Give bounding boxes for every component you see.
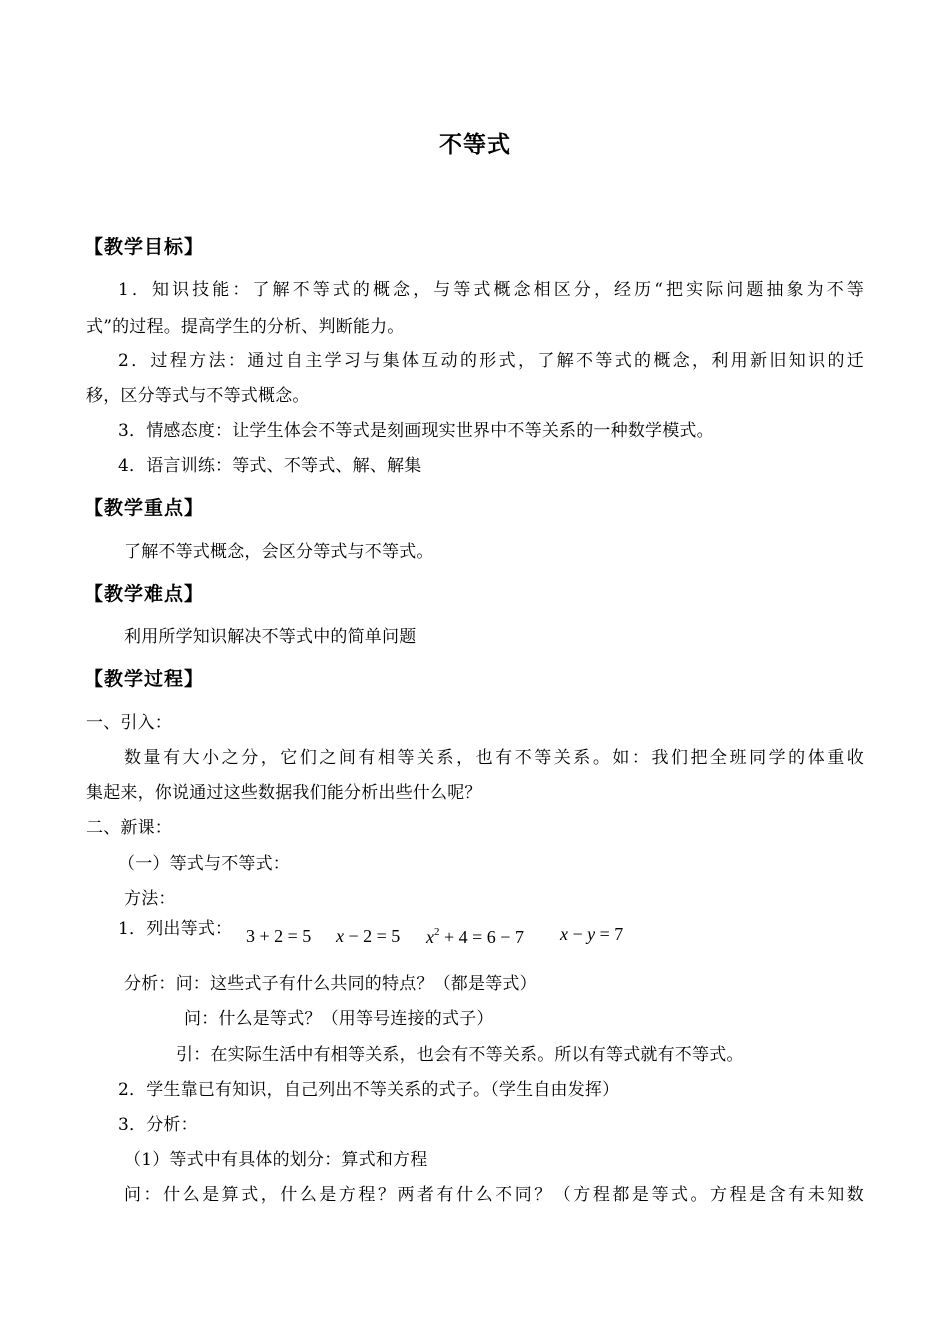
equation-4-y: y (587, 924, 596, 944)
equation-4-minus: − (568, 924, 588, 944)
equation-1: 3 + 2 = 5 (246, 926, 312, 946)
step-2: 2．学生靠已有知识，自己列出不等关系的式子。（学生自由发挥） (118, 1080, 620, 1100)
analysis-line-2: 问：什么是等式？（用等号连接的式子） (184, 1009, 494, 1029)
equation-2-rest: − 2 = 5 (344, 926, 401, 946)
equation-3-exponent: 2 (434, 926, 440, 938)
equation-3-rest: + 4 = 6 − 7 (439, 927, 524, 947)
analysis-line-3: 引：在实际生活中有相等关系，也会有不等关系。所以有等式就有不等式。 (176, 1045, 744, 1065)
goal-3: 3．情感态度：让学生体会不等式是刻画现实世界中不等关系的一种数学模式。 (118, 421, 714, 441)
equation-2 (336, 926, 400, 947)
intro-heading: 一、引入： (86, 713, 172, 733)
equation-2-variable: x (336, 926, 344, 946)
section-heading-process: 【教学过程】 (84, 668, 205, 690)
section-heading-goals: 【教学目标】 (84, 236, 205, 258)
equation-4-rest: = 7 (595, 924, 624, 944)
equation-4 (560, 924, 623, 945)
analysis-line-1: 分析：问：这些式子有什么共同的特点？（都是等式） (124, 974, 537, 994)
goal-1-line-2: 式”的过程。提高学生的分析、判断能力。 (86, 317, 405, 337)
step-1-label: 1．列出等式： (118, 919, 233, 939)
difficulties-text: 利用所学知识解决不等式中的简单问题 (124, 627, 417, 647)
goal-4: 4．语言训练：等式、不等式、解、解集 (118, 456, 422, 476)
goal-2-line-1: 2．过程方法：通过自主学习与集体互动的形式，了解不等式的概念，利用新旧知识的迁 (118, 351, 864, 371)
key-points-text: 了解不等式概念，会区分等式与不等式。 (124, 542, 434, 562)
equation-3 (426, 926, 524, 948)
section-heading-difficulties: 【教学难点】 (84, 583, 205, 605)
equation-4-x: x (560, 924, 568, 944)
new-lesson-heading: 二、新课： (86, 818, 172, 838)
goal-1-line-1: 1．知识技能：了解不等式的概念，与等式概念相区分，经历“把实际问题抽象为不等 (118, 280, 864, 300)
section-heading-key-points: 【教学重点】 (84, 497, 205, 519)
intro-line-1: 数量有大小之分，它们之间有相等关系，也有不等关系。如：我们把全班同学的体重收 (124, 748, 864, 768)
goal-2-line-2: 移，区分等式与不等式概念。 (86, 386, 310, 406)
method-label: 方法： (124, 889, 176, 909)
intro-line-2: 集起来，你说通过这些数据我们能分析出些什么呢？ (86, 783, 482, 803)
subsection-equalities: （一）等式与不等式： (118, 854, 290, 874)
equation-3-variable: x (426, 927, 434, 947)
step-3-item-1: （1）等式中有具体的划分：算式和方程 (124, 1150, 428, 1170)
document-title: 不等式 (439, 131, 511, 158)
question-line: 问：什么是算式，什么是方程？两者有什么不同？（方程都是等式。方程是含有未知数 (124, 1185, 864, 1205)
step-3-label: 3．分析： (118, 1115, 198, 1135)
